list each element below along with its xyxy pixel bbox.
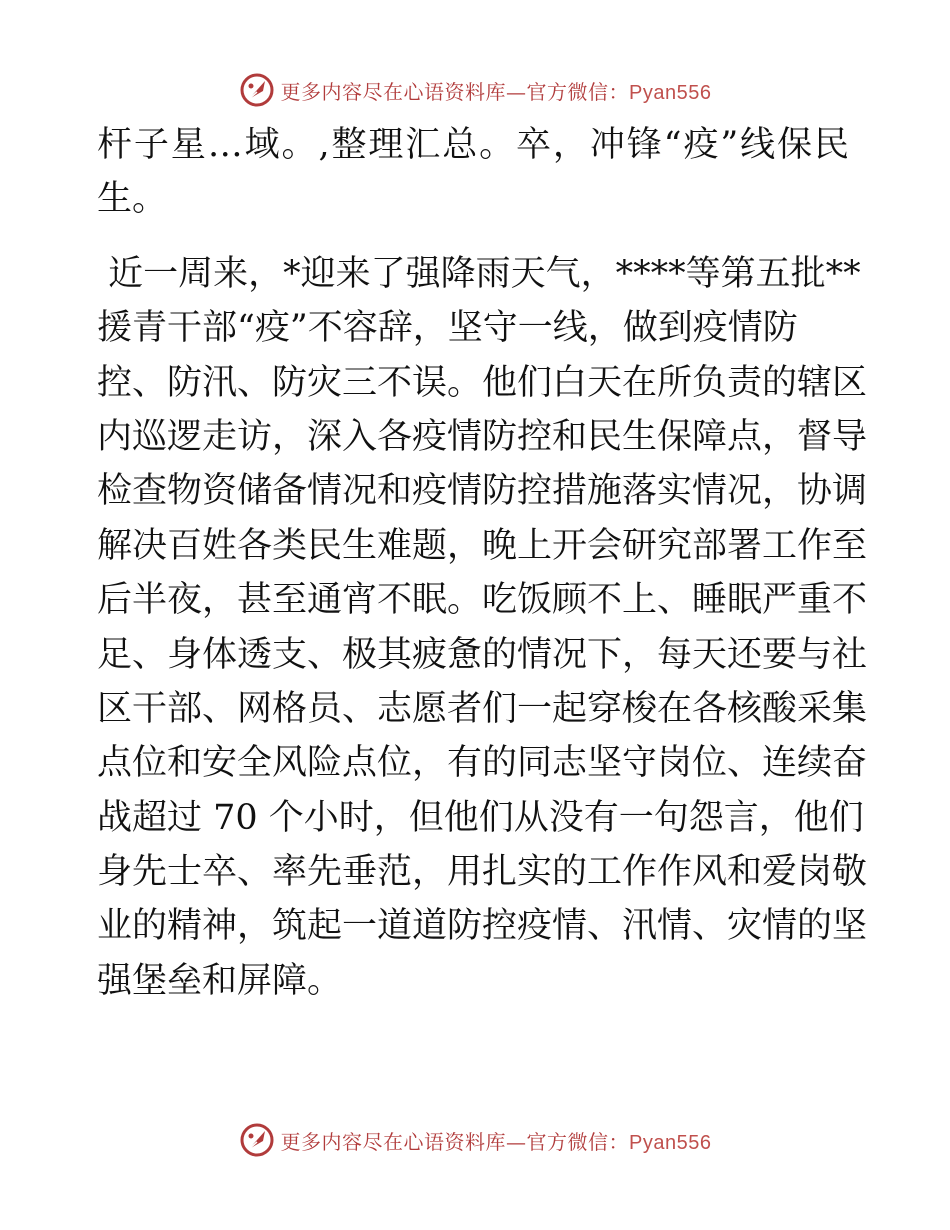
text-line: 战超过 70 个小时，但他们从没有一句怨言，他们 — [97, 797, 864, 838]
text-line: 生。 — [97, 179, 168, 220]
text-line: 身先士卒、率先垂范，用扎实的工作作风和爱岗敬 — [97, 852, 868, 893]
watermark-suffix: 官方微信： — [526, 1129, 630, 1154]
text-line: 检查物资储备情况和疫情防控措施落实情况，协调 — [97, 471, 868, 512]
paragraph-1 — [97, 118, 849, 227]
quill-logo-icon — [239, 72, 275, 108]
text-line: 近一周来，*迎来了强降雨天气，****等第五批** — [97, 253, 861, 294]
footer-watermark — [0, 1120, 950, 1160]
watermark-id: Pyan556 — [629, 81, 712, 104]
text-line: 杆子星…域。,整理汇总。卒，冲锋“疫”线保民 — [97, 125, 849, 165]
text-line: 区干部、网格员、志愿者们一起穿梭在各核酸采集 — [97, 688, 868, 729]
watermark-separator: — — [506, 79, 527, 104]
document-body — [97, 118, 868, 1008]
text-line: 足、身体透支、极其疲惫的情况下，每天还要与社 — [97, 634, 868, 675]
watermark-text — [281, 76, 712, 105]
text-line: 内巡逻走访，深入各疫情防控和民生保障点，督导 — [97, 416, 868, 457]
watermark-suffix: 官方微信： — [526, 79, 630, 104]
text-line: 业的精神，筑起一道道防控疫情、汛情、灾情的坚 — [97, 906, 868, 947]
watermark-text — [281, 1126, 712, 1155]
watermark-main: 更多内容尽在心语资料库 — [280, 1129, 507, 1154]
text-line: 解决百姓各类民生难题，晚上开会研究部署工作至 — [97, 525, 868, 566]
text-line: 点位和安全风险点位，有的同志坚守岗位、连续奋 — [97, 743, 868, 784]
header-watermark — [0, 70, 950, 110]
text-line: 控、防汛、防灾三不误。他们白天在所负责的辖区 — [97, 362, 868, 403]
watermark-id: Pyan556 — [629, 1131, 712, 1154]
watermark-main: 更多内容尽在心语资料库 — [280, 79, 507, 104]
text-line: 强堡垒和屏障。 — [97, 960, 343, 1001]
watermark-separator: — — [506, 1129, 527, 1154]
paragraph-2 — [97, 247, 868, 1008]
quill-logo-icon — [239, 1122, 275, 1158]
text-line: 后半夜，甚至通宵不眠。吃饭顾不上、睡眠严重不 — [97, 580, 868, 621]
text-line: 援青干部“疫”不容辞，坚守一线，做到疫情防 — [97, 308, 798, 349]
